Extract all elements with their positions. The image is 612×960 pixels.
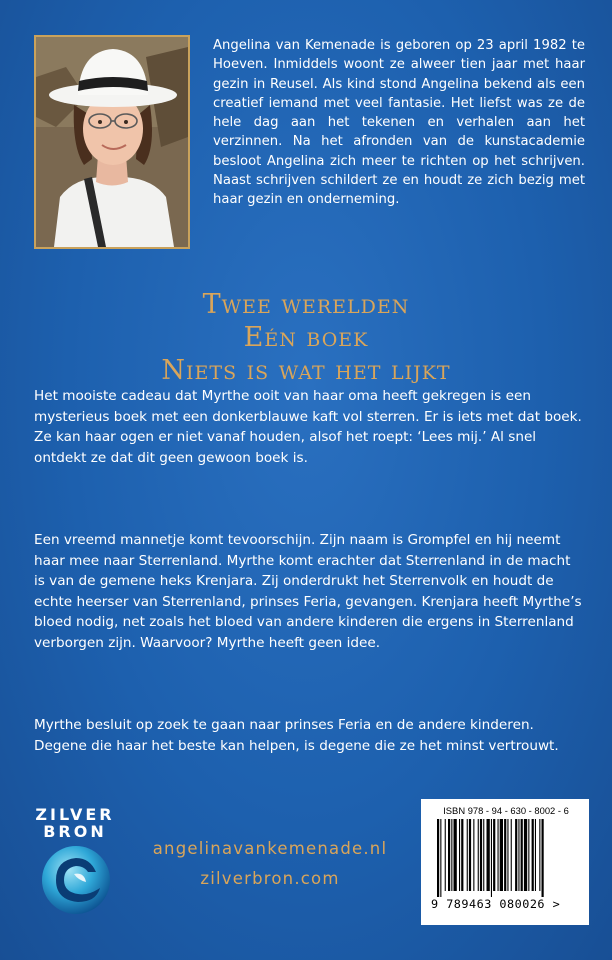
- barcode-bar: [473, 819, 474, 891]
- barcode-bar: [467, 819, 468, 891]
- barcode-bar: [521, 819, 523, 891]
- blurb-paragraph-3: Myrthe besluit op zoek te gaan naar prinses Feria en de andere kinderen. Degene die haar het beste kan helpen, is degene die ze het minst vertrouwt.: [34, 717, 559, 754]
- barcode-bar: [451, 819, 452, 891]
- barcode-bar: [445, 819, 446, 891]
- author-website-link[interactable]: angelinavankemenade.nl: [152, 839, 388, 858]
- ean-digits: 9 789463 080026 >: [431, 897, 561, 911]
- barcode-bar: [542, 819, 544, 897]
- blurb-paragraph-2: Een vreemd mannetje komt tevoorschijn. Zijn naam is Grompfel en hij neemt haar mee naar Sterrenland. Myrthe komt erachter dat Sterrenland in de macht is van de gemene heks Krenjara. Zij onderdrukt het Sterrenvolk en houdt de echte heerser van Sterrenland, prinses Feria, gevangen. Krenjara heeft Myrthe’s bloed nodig, net zoals het bloed van andere kinderen die ergens in Sterrenland verborgen zijn. Waarvoor? Myrthe heeft geen idee.: [34, 532, 582, 651]
- barcode-bar: [504, 819, 506, 891]
- barcode-bar: [515, 819, 517, 891]
- barcode-bar: [518, 819, 519, 891]
- barcode-bar: [478, 819, 479, 891]
- tagline-line-1: Twee werelden: [202, 289, 410, 320]
- barcode-bar: [524, 819, 527, 891]
- barcode-bar: [491, 819, 492, 897]
- barcode-bar: [532, 819, 534, 891]
- barcode-bar: [440, 819, 441, 897]
- publisher-website-link[interactable]: zilverbron.com: [200, 869, 340, 888]
- barcode-bar: [493, 819, 495, 891]
- author-bio: Angelina van Kemenade is geboren op 23 april 1982 te Hoeven. Inmiddels woont ze alweer tien jaar met haar gezin in Reusel. Als kind stond Angelina bekend als een creatief iemand met veel fantasie. Het liefst was ze de hele dag aan het tekenen en verhalen aan het verzinnen. Na het afronden van de kunstacademie besloot Angelina zich meer te richten op het schrijven. Naast schrijven schildert ze en houdt ze zich bezig met haar gezin en onderneming.: [213, 38, 585, 208]
- barcode-bar: [511, 819, 512, 891]
- publisher-logo-icon: [26, 802, 126, 922]
- barcode-bar: [480, 819, 482, 891]
- author-portrait: [36, 37, 188, 247]
- tagline: [0, 288, 612, 387]
- isbn-barcode: [421, 799, 589, 925]
- author-photo: [34, 35, 190, 249]
- tagline-line-3: Niets is wat het lijkt: [161, 355, 451, 386]
- publisher-name-line-2: BRON: [43, 822, 107, 841]
- blurb-paragraph-1: Het mooiste cadeau dat Myrthe ooit van haar oma heeft gekregen is een mysterieus boek met een donkerblauwe kaft vol sterren. Er is iets met dat boek. Ze kan haar ogen er niet vanaf houden, alsof het roept: ‘Lees mij.’ Al snel ontdekt ze dat dit geen gewoon boek is.: [34, 388, 582, 466]
- barcode-bars: [431, 819, 581, 897]
- publisher-name-line-1: ZILVER: [35, 805, 115, 824]
- barcode-bar: [498, 819, 499, 891]
- barcode-bar: [535, 819, 536, 891]
- barcode-bar: [539, 819, 540, 891]
- barcode-bar: [459, 819, 460, 891]
- tagline-line-2: Eén boek: [243, 322, 369, 353]
- isbn-label: ISBN 978 - 94 - 630 - 8002 - 6: [443, 805, 569, 816]
- barcode-bar: [448, 819, 450, 891]
- barcode-bar: [500, 819, 503, 891]
- barcode-bar: [507, 819, 508, 891]
- barcode-bar: [483, 819, 484, 891]
- barcode-bar: [454, 819, 457, 891]
- barcode-bar: [528, 819, 529, 891]
- barcode-bar: [461, 819, 463, 891]
- barcode-bar: [469, 819, 471, 891]
- barcode-bar: [487, 819, 490, 891]
- barcode-bar: [437, 819, 439, 897]
